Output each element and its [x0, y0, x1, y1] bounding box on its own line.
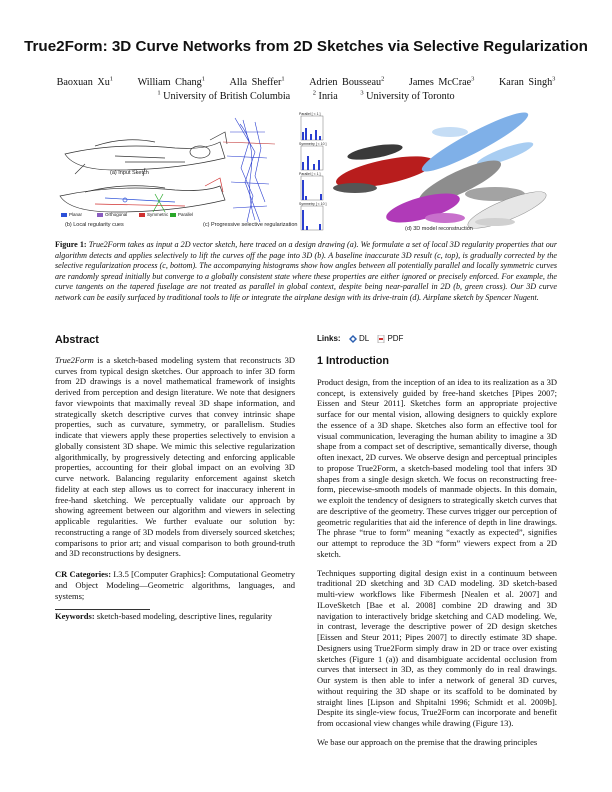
regularity-cues-drawing [60, 178, 225, 212]
affiliation: $^1$ University of British Columbia [157, 90, 291, 103]
hist-label: Parallel [ < 1 ] [299, 172, 321, 176]
author: William Chang$^1$ [137, 76, 205, 89]
hist-label: Parallel [ < 1 ] [299, 112, 321, 116]
author: James McCrae$^3$ [408, 76, 475, 89]
figure-label-d: (d) 3D model reconstruction [405, 226, 473, 232]
dl-link[interactable]: DL [349, 334, 371, 343]
caption-label: Figure 1: [55, 240, 87, 249]
figure-label-b: (b) Local regularity cues [65, 222, 124, 228]
intro-heading: 1 Introduction [317, 355, 389, 367]
airplane-red [333, 141, 436, 194]
legend-parallel: Parallel [178, 212, 194, 217]
legend-swatch-parallel [170, 213, 176, 217]
affiliation-list [40, 90, 572, 102]
intro-paragraph-3: We base our approach on the premise that the drawing principles [317, 736, 538, 747]
cr-categories: CR Categories: I.3.5 [Computer Graphics]: Computational Geometry and Object Modeling—Geometric algorithms, languages, and systems; [55, 569, 295, 601]
pdf-icon [377, 335, 385, 343]
intro-paragraph-1: Product design, from the inception of an idea to its realization as a 3D concept, is extensively guided by free-hand sketches [Pipes 2007; Eissen and Steur 2011]. Sketches form an appropriate projective surface for our mental vision, allowing designers to quickly explore the essence of a 3D shape. Sketches also form an effective tool for visual communication, leveraging the human ability to imagine a 3D shape from a compact set of descriptive, semantically diverse, though often inexact, 2D curves. We observe design and perceptual principles to propose True2Form, a sketch-based modeling tool that infers 3D shapes from a single design sketch. We focus on reconstructing free-form, piecewise-smooth models of manmade objects. In this domain, we exploit the tendency of designers to strategically sketch curves that are descriptive of the geometry. These curves trigger our perception of geometric regularities that aid the inference of depth in line drawings. The phrase “true to form” meaning “exactly as expected”, signifies our attempt to reproduce the 3D “form” viewers expect from a 2D sketch. [317, 376, 557, 559]
links-label: Links: [317, 334, 341, 343]
footnote-rule [55, 609, 150, 610]
acm-dl-icon [349, 335, 357, 343]
teaser-figure [55, 112, 557, 236]
abstract-text: True2Form is a sketch-based modeling system that reconstructs 3D curves from typical design sketches. Our approach to infer 3D form from 2D drawings is a novel mathematical framework of insights derived from perception and design literature. We note that designers favor viewpoints that maximally reveal 3D shape information, and strategically sketch descriptive curves that convey intrinsic shape properties, such as curvature, symmetry, or parallelism. Studies indicate that viewers apply these properties selectively to envision a globally consistent 3D shape. We mimic this selective regularization algorithmically, by progressively detecting and enforcing applicable properties, accounting for their global impact on an evolving 3D curve network. Balancing regularity enforcement against sketch fidelity at each step allows us to correct for inaccuracy inherent in free-hand sketching. We perceptually validate our approach by showing agreement between our algorithm and viewers in selecting applicable regularities. We further evaluate our solution by: reconstructing a range of 3D models from diversely sourced sketches; comparisons to prior art; and visual comparison to both ground-truth and 3D reconstructions by designers. [55, 354, 295, 559]
author: Karan Singh$^3$ [498, 76, 556, 89]
legend-orthogonal: Orthogonal [105, 212, 128, 217]
legend-swatch-symmetric [139, 213, 145, 217]
links-row [317, 334, 403, 343]
legend-symmetric: Symmetric [147, 212, 169, 217]
author: Adrien Bousseau$^2$ [309, 76, 385, 89]
legend-swatch-orthogonal [97, 213, 103, 217]
pdf-link[interactable]: PDF [377, 334, 403, 343]
figure-label-c: (c) Progressive selective regularization [203, 222, 298, 228]
figure-caption [55, 240, 557, 304]
hist-label: Symmetry [ < 10 ] [299, 142, 327, 146]
affiliation: $^3$ University of Toronto [360, 90, 455, 103]
author: Baoxuan Xu$^1$ [56, 76, 114, 89]
legend-planar: Planar [69, 212, 83, 217]
author-list [40, 76, 572, 88]
keywords: Keywords: sketch-based modeling, descriptive lines, regularity [55, 611, 272, 622]
hist-label: Symmetry [ < 10 ] [299, 202, 327, 206]
right-column [317, 356, 557, 748]
figure-label-a: (a) Input Sketch [110, 170, 149, 176]
author: Alla Sheffer$^1$ [229, 76, 285, 89]
legend-swatch-planar [61, 213, 67, 217]
progressive-wireframe [223, 118, 275, 222]
abstract-heading: Abstract [55, 334, 99, 346]
left-column [55, 335, 295, 622]
caption-text: True2Form takes as input a 2D vector sketch, here traced on a design drawing (a). We formulate a set of local 3D regularity properties that our algorithm detects and applies selectively to lift the curves off the page into 3D (b). A baseline inaccurate 3D result (c, top), is gradually corrected by the selective regularization process (c, bottom). The accompanying histograms show how angles between all potentially parallel and locally symmetric curves are randomly spread initially but converge to a globally consistent state where these properties are either ignored or precisely enforced. For example, the curve tangents on the tapered fuselage are not treated as parallel in global context, despite being near-parallel in 2D (b, green cross). Our 3D curve network can be easily surfaced by traditional tools to life or integrate the airplane design with its drive-train (d). Airplane sketch by Spencer Nugent. [55, 240, 557, 302]
affiliation: $^2$ Inria [312, 90, 338, 103]
intro-paragraph-2: Techniques supporting digital design exist in a continuum between traditional 2D sketching and 3D CAD modeling. 3D sketch-based multi-view workflows like Fibermesh [Nealen et al. 2007] and ILoveSketch [Bae et al. 2008] combine 2D drawing and 3D navigation to interactively bridge sketching and CAD modeling. We, in contrast, leverage the descriptive power of 2D design sketches [Eissen and Steur 2011; Pipes 2007] to directly estimate 3D shape. Designers using True2Form simply draw in 2D or trace over existing sketches (Figure 1 (a)) and disambiguate accidental occlusion from curves that intersect in 3D, as they commonly do in real drawings. Our system is then able to infer a network of general 3D curves, without requiring the 3D shape or its scaffold to be dominated by straight lines [Lipson and Shpitalni 1996; Schmidt et al. 2009b]. Despite its single-view focus, True2Form can incorporate and benefit from occasional view changes while drawing (Figure 13). [317, 567, 557, 728]
paper-title: True2Form: 3D Curve Networks from 2D Sketches via Selective Regularization [24, 38, 588, 55]
